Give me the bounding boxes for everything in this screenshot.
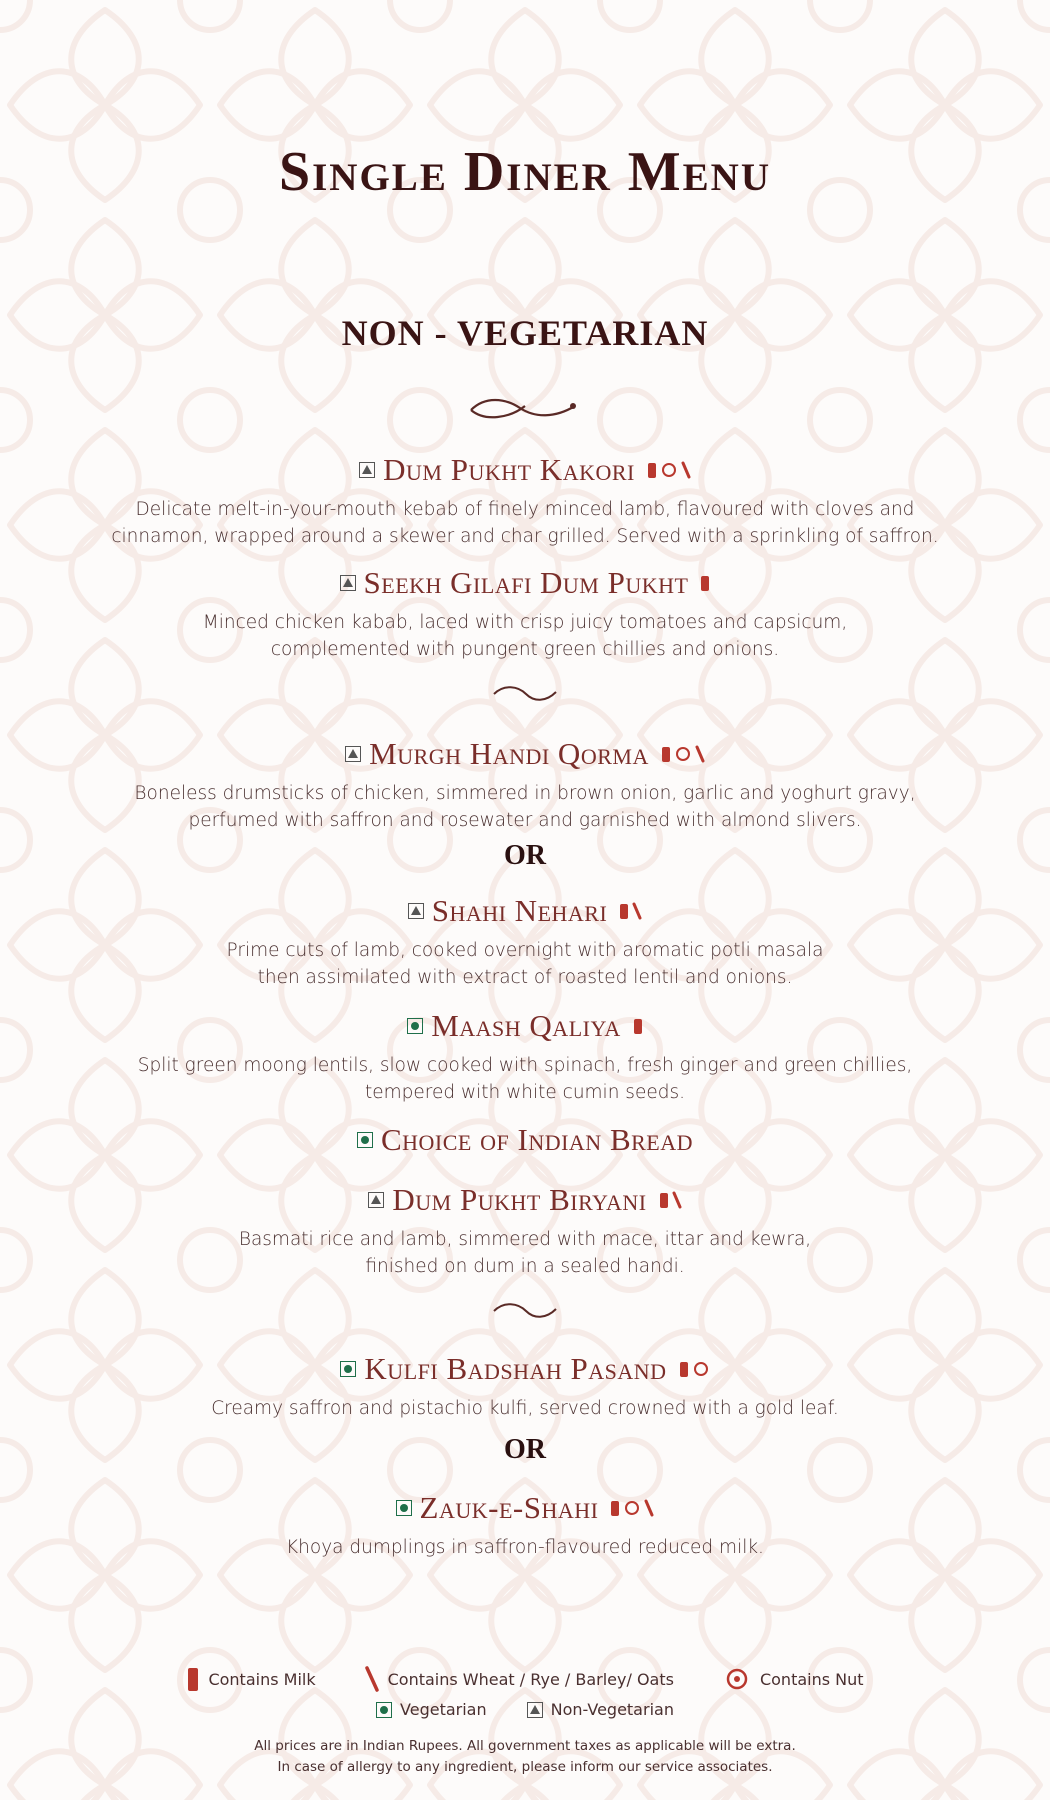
dish-description: perfumed with saffron and rosewater and garnished with almond slivers. [188, 810, 862, 831]
dish-description: tempered with white cumin seeds. [365, 1082, 685, 1103]
dish-seekh-gilafi [0, 565, 1050, 663]
wheat-icon [695, 745, 705, 763]
dish-description: Creamy saffron and pistachio kulfi, served crowned with a gold leaf. [211, 1398, 839, 1419]
vegetarian-icon [376, 1702, 392, 1718]
dish-maash-qaliya [0, 1008, 1050, 1106]
flourish-divider [0, 682, 1050, 704]
dish-zauk-e-shahi [0, 1490, 1050, 1561]
dish-name: Murgh Handi Qorma [369, 736, 649, 771]
non-vegetarian-icon [345, 746, 361, 762]
dish-description: Boneless drumsticks of chicken, simmered in brown onion, garlic and yoghurt gravy, [134, 783, 916, 804]
legend-nut [722, 1665, 864, 1693]
dish-description: Khoya dumplings in saffron-flavoured reduced milk. [286, 1537, 764, 1558]
dish-name: Maash Qaliya [431, 1008, 621, 1043]
nut-icon [674, 745, 692, 763]
non-vegetarian-icon [527, 1702, 543, 1718]
vegetarian-icon [407, 1018, 423, 1034]
dish-name: Dum Pukht Kakori [383, 452, 635, 487]
dish-description: Prime cuts of lamb, cooked overnight with aromatic potli masala [226, 940, 824, 961]
milk-icon [661, 745, 671, 763]
milk-icon [700, 574, 710, 592]
flourish-divider [0, 1299, 1050, 1321]
dish-name: Shahi Nehari [431, 893, 608, 928]
milk-icon [647, 461, 657, 479]
nut-icon [722, 1665, 752, 1693]
non-vegetarian-icon [340, 575, 356, 591]
wheat-icon [644, 1499, 654, 1517]
wheat-icon [681, 461, 691, 479]
legend-non-vegetarian [527, 1700, 674, 1719]
legend-label: Vegetarian [400, 1700, 487, 1719]
dish-indian-bread [0, 1122, 1050, 1158]
dish-name: Choice of Indian Bread [380, 1122, 694, 1157]
milk-icon [186, 1665, 200, 1693]
legend-milk [186, 1665, 315, 1693]
milk-icon [610, 1499, 620, 1517]
dish-name: Zauk-e-Shahi [419, 1490, 599, 1525]
milk-icon [633, 1017, 643, 1035]
allergen-legend [0, 1665, 1050, 1693]
dish-description: cinnamon, wrapped around a skewer and char grilled. Served with a sprinkling of saffron. [111, 526, 939, 547]
nut-icon [623, 1499, 641, 1517]
legend-label: Non-Vegetarian [550, 1700, 674, 1719]
nut-icon [692, 1360, 710, 1378]
vegetarian-icon [340, 1361, 356, 1377]
milk-icon [619, 902, 629, 920]
legend-wheat [364, 1665, 674, 1693]
or-separator: OR [504, 840, 546, 871]
nut-icon [660, 461, 678, 479]
dish-description: Split green moong lentils, slow cooked with spinach, fresh ginger and green chillies, [137, 1055, 913, 1076]
dish-kulfi-badshah-pasand [0, 1351, 1050, 1422]
dish-name: Kulfi Badshah Pasand [364, 1351, 667, 1386]
or-separator: OR [504, 1434, 546, 1465]
dish-name: Dum Pukht Biryani [392, 1182, 647, 1217]
non-vegetarian-icon [359, 462, 375, 478]
non-vegetarian-icon [408, 903, 424, 919]
vegetarian-icon [396, 1500, 412, 1516]
vegetarian-icon [357, 1132, 373, 1148]
dish-name: Seekh Gilafi Dum Pukht [363, 565, 689, 600]
footer-line: All prices are in Indian Rupees. All government taxes as applicable will be extra. [254, 1738, 796, 1754]
diet-legend [0, 1700, 1050, 1719]
dish-description: Delicate melt-in-your-mouth kebab of finely minced lamb, flavoured with cloves and [135, 499, 915, 520]
dish-description: complemented with pungent green chillies and onions. [270, 639, 780, 660]
dish-shahi-nehari [0, 893, 1050, 991]
legend-label: Contains Milk [208, 1669, 316, 1689]
footer-note [0, 1736, 1050, 1778]
milk-icon [659, 1191, 669, 1209]
dish-dum-pukht-biryani [0, 1182, 1050, 1280]
legend-label: Contains Nut [759, 1669, 864, 1689]
menu-title: Single Diner Menu [278, 141, 771, 203]
wheat-icon [632, 902, 642, 920]
dish-description: then assimilated with extract of roasted lentil and onions. [257, 967, 793, 988]
flourish-divider [0, 392, 1050, 424]
dish-dum-pukht-kakori [0, 452, 1050, 550]
milk-icon [679, 1360, 689, 1378]
wheat-icon [672, 1191, 682, 1209]
legend-label: Contains Wheat / Rye / Barley/ Oats [387, 1669, 674, 1689]
wheat-icon [364, 1665, 380, 1693]
dish-description: Minced chicken kabab, laced with crisp juicy tomatoes and capsicum, [202, 612, 848, 633]
dish-description: finished on dum in a sealed handi. [365, 1256, 685, 1277]
section-heading: NON - VEGETARIAN [341, 313, 709, 353]
dish-description: Basmati rice and lamb, simmered with mace, ittar and kewra, [238, 1229, 812, 1250]
footer-line: In case of allergy to any ingredient, please inform our service associates. [277, 1759, 773, 1775]
dish-murgh-handi-qorma [0, 736, 1050, 834]
legend-vegetarian [376, 1700, 487, 1719]
non-vegetarian-icon [368, 1192, 384, 1208]
